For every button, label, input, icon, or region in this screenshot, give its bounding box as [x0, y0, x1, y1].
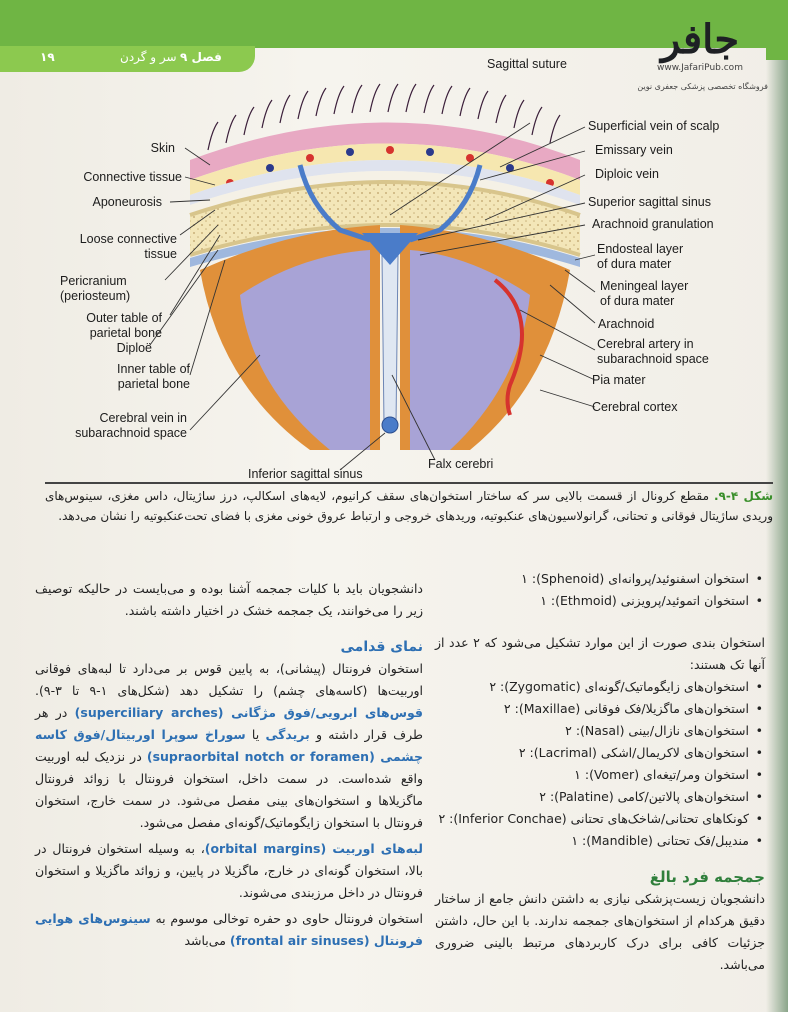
- list-item: • کونکاهای تحتانی/شاخک‌های تحتانی (Inferior Conchae): ۲: [435, 808, 749, 830]
- label-cerebral-artery: Cerebral artery in subarachnoid space: [597, 337, 709, 366]
- paragraph-frontal-sinus: [35, 908, 423, 952]
- list-item: • استخوان‌های زایگوماتیک/گونه‌ای (Zygomatic): ۲: [435, 676, 749, 698]
- label-superior-sagittal-sinus: Superior sagittal sinus: [588, 195, 711, 209]
- facial-skeleton-intro: استخوان بندی صورت از این موارد تشکیل می‌شود که ۲ عدد از آنها تک هستند:: [435, 635, 765, 672]
- p2-text: ، به وسیله استخوان فرونتال در بالا، استخوان گونه‌ای در خارج، ماگزیلا در پایین، و زوائد ماگزیلا و استخوان فرونتال در داخل مرزبندی می‌شوند.: [35, 841, 423, 900]
- anatomy-figure: [40, 55, 770, 480]
- p1-b: در هر طرف قرار داشته و: [35, 705, 423, 742]
- caption-figure-number: شکل ۴-۹.: [713, 489, 773, 503]
- heading-adult-skull: جمجمه فرد بالغ: [649, 868, 765, 886]
- label-inferior-sagittal-sinus: Inferior sagittal sinus: [248, 467, 363, 481]
- label-aponeurosis: Aponeurosis: [92, 195, 162, 209]
- label-meningeal-layer: Meningeal layer of dura mater: [600, 279, 689, 308]
- caption-text: مقطع کرونال از قسمت بالایی سر که ساختار استخوان‌های سقف کرانیوم، لایه‌های اسکالپ، درز ساژیتال، داس مغزی، سینوس‌های وریدی ساژیتال فوقانی و تحتانی، گرانولاسیون‌های عنکبوتیه، وریدهای خروجی و ارتباط عروق خونی مغزی با فضای تحت‌عنکبوتیه را نشان می‌دهد.: [45, 489, 773, 523]
- label-emissary-vein: Emissary vein: [595, 143, 673, 157]
- p1-c: یا: [251, 727, 260, 742]
- label-cerebral-cortex: Cerebral cortex: [592, 400, 678, 414]
- p1-d: در نزدیک لبه اوربیت واقع شده‌است. در سمت داخل، استخوان فرونتال با زوائد فرونتال ماگزیلاها و استخوان‌های بینی مفصل می‌شود. در سمت خارج، استخوان فرونتال با استخوان زایگوماتیک/گونه‌ای مفصل می‌شود.: [35, 749, 423, 830]
- label-diploic-vein: Diploic vein: [595, 167, 659, 181]
- term-supraorbital: سوراخ سوپرا اوربیتال/فوق کاسه چشمی (supraorbital notch or foramen): [35, 727, 423, 764]
- falx-cerebri: [382, 255, 398, 425]
- cranial-bones-list: [435, 568, 765, 612]
- label-falx-cerebri: Falx cerebri: [428, 457, 494, 471]
- label-inner-table: Inner table of parietal bone: [117, 362, 190, 391]
- p1-text: استخوان فرونتال (پیشانی)، به پایین قوس بر می‌دارد تا لبه‌های فوقانی اوربیت‌ها (کاسه‌های چشم) را تشکیل دهد (شکل‌های ۱-۹ تا ۳-۹).: [35, 661, 423, 698]
- label-pericranium: Pericranium (periosteum): [60, 274, 131, 303]
- facial-bones-list: [435, 676, 765, 852]
- logo-subtitle: فروشگاه تخصصی پزشکی جعفری نوین: [637, 82, 768, 91]
- logo-mark: جافر: [660, 16, 740, 63]
- term-notch: بریدگی: [265, 727, 310, 742]
- heading-anterior-view: نمای قدامی: [340, 639, 423, 655]
- list-item: • استخوان‌های پالاتین/کامی (Palatine): ۲: [435, 786, 749, 808]
- figure-caption: [45, 482, 773, 526]
- label-connective-tissue: Connective tissue: [83, 170, 182, 184]
- right-column: [435, 568, 765, 976]
- label-arachnoid: Arachnoid: [598, 317, 655, 331]
- paragraph-frontal: [35, 658, 423, 834]
- list-item: • استخوان‌های لاکریمال/اشکی (Lacrimal): ۲: [435, 742, 749, 764]
- label-endosteal-layer: Endosteal layer of dura mater: [597, 242, 684, 271]
- left-column: [35, 578, 423, 952]
- p3-end: می‌باشد: [184, 933, 226, 948]
- label-superficial-vein: Superficial vein of scalp: [588, 119, 720, 133]
- paragraph-adult-skull: دانشجویان زیست‌پزشکی نیازی به داشتن دانش جامع از ساختار دقیق هرکدام از استخوان‌های جمجمه ندارند. با این حال، داشتن جزئیات کافی برای درک کاربردهای مرتبط بالینی ضروری می‌باشد.: [435, 891, 765, 972]
- label-arachnoid-granulation: Arachnoid granulation: [592, 217, 714, 231]
- label-diploe: Diploë: [116, 341, 152, 355]
- intro-paragraph: دانشجویان باید با کلیات جمجمه آشنا بوده و می‌بایست در حالیکه توصیف زیر را می‌خوانند، یک جمجمه خشک در اختیار داشته باشند.: [35, 581, 423, 618]
- section-title: سر و گردن: [120, 50, 177, 64]
- paragraph-orbital-margins: [35, 838, 423, 904]
- inferior-sagittal-sinus: [382, 417, 398, 433]
- label-pia-mater: Pia mater: [592, 373, 646, 387]
- list-item: • استخوان ومر/تیغه‌ای (Vomer): ۱: [435, 764, 749, 786]
- list-item: • استخوان‌های نازال/بینی (Nasal): ۲: [435, 720, 749, 742]
- label-cerebral-vein: Cerebral vein in subarachnoid space: [75, 411, 187, 440]
- p3-text: استخوان فرونتال حاوی دو حفره توخالی موسوم به: [155, 911, 423, 926]
- list-item: • استخوان اتموئید/پرویزنی (Ethmoid): ۱: [435, 590, 749, 612]
- label-outer-table: Outer table of parietal bone: [86, 311, 162, 340]
- label-skin: Skin: [150, 141, 175, 155]
- page-number: ۱۹: [40, 50, 55, 64]
- term-frontal-sinuses: سینوس‌های هوایی فرونتال (frontal air sinuses): [35, 911, 423, 948]
- label-sagittal-suture: Sagittal suture: [487, 57, 567, 71]
- term-orbital-margins: لبه‌های اوربیت (orbital margins): [204, 841, 423, 856]
- logo-url: www.JafariPub.com: [657, 63, 743, 73]
- list-item: • استخوان اسفنوئید/پروانه‌ای (Sphenoid): ۱: [435, 568, 749, 590]
- chapter-title: فصل ۹: [180, 50, 222, 64]
- label-loose-connective-tissue: Loose connective tissue: [79, 232, 177, 261]
- list-item: • استخوان‌های ماگزیلا/فک فوقانی (Maxillae): ۲: [435, 698, 749, 720]
- list-item: • مندیبل/فک تحتانی (Mandible): ۱: [435, 830, 749, 852]
- term-superciliary-arches: قوس‌های ابرویی/فوق مژگانی (superciliary arches): [74, 705, 423, 720]
